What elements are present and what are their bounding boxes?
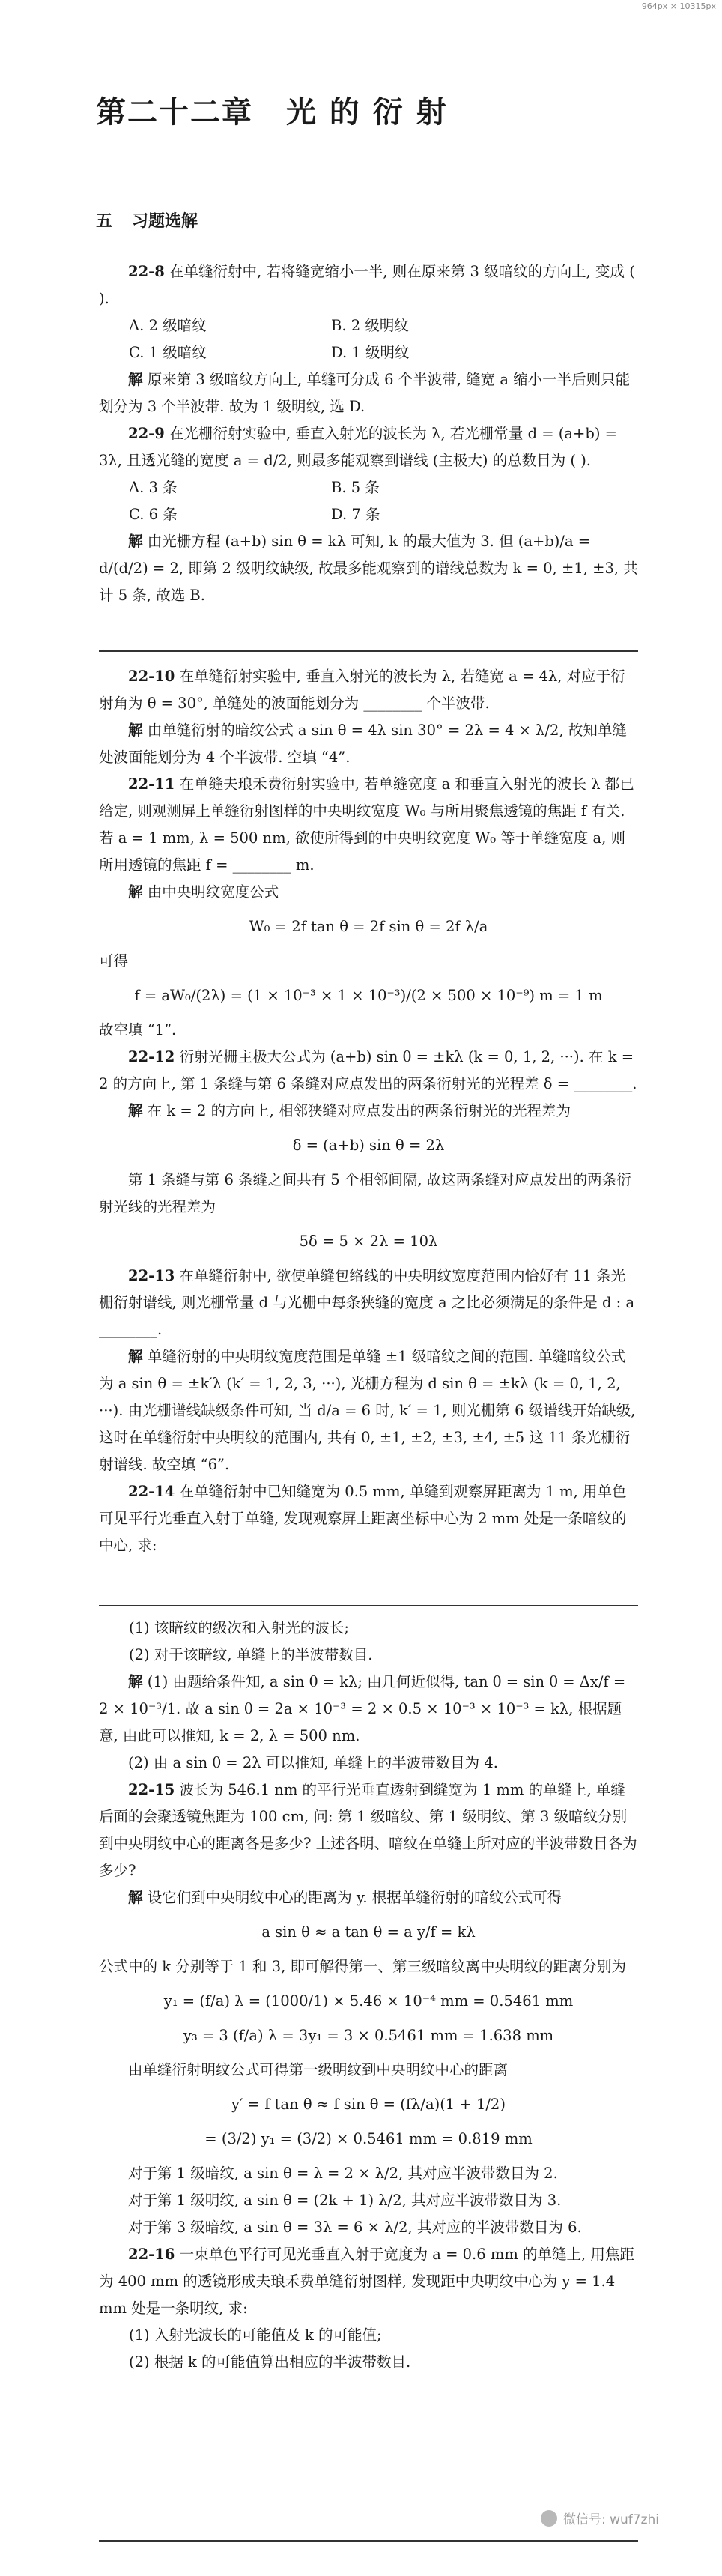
wechat-icon — [541, 2510, 557, 2527]
problem-number: 22-9 — [128, 425, 165, 442]
problem-number: 22-8 — [128, 263, 165, 280]
solution-label: 解 — [128, 722, 143, 739]
problem-stem: 在单缝夫琅禾费衍射实验中, 若单缝宽度 a 和垂直入射光的波长 λ 都已给定, 则观测屏上单缝衍射图样的中央明纹宽度 W₀ 与所用聚焦透镜的焦距 f 有关. 若 a = 1 mm, λ = 500 nm, 欲使所得到的中央明纹宽度 W₀ 等于单缝宽度 a, 则所用透镜的焦距 f = ________ m. — [99, 775, 634, 874]
solution-22-10 — [99, 717, 638, 771]
text-line: 由单缝衍射明纹公式可得第一级明纹到中央明纹中心的距离 — [128, 2061, 509, 2078]
solution-22-14-part2: (2) 由 a sin θ = 2λ 可以推知, 单缝上的半波带数目为 4. — [128, 1754, 498, 1771]
page-divider — [99, 2540, 638, 2542]
solution-label: 解 — [128, 1673, 143, 1690]
problem-22-14 — [99, 1478, 638, 1559]
problem-number: 22-15 — [128, 1781, 175, 1798]
formula-central-width: W₀ = 2f tan θ = 2f sin θ = 2f λ/a — [249, 918, 488, 935]
solution-22-11 — [99, 879, 638, 906]
half-wave-line-1: 对于第 1 级暗纹, a sin θ = λ = 2 × λ/2, 其对应半波带数目为 2. — [128, 2165, 558, 2182]
formula-path-difference: δ = (a+b) sin θ = 2λ — [292, 1137, 445, 1154]
question-item-2: (2) 对于该暗纹, 单缝上的半波带数目. — [129, 1646, 373, 1663]
formula-bright-fringe: y′ = f tan θ ≈ f sin θ = (fλ/a)(1 + 1/2) — [231, 2096, 506, 2113]
option-d: D. 1 级明纹 — [331, 344, 410, 361]
solution-text: 由单缝衍射的暗纹公式 a sin θ = 4λ sin 30° = 2λ = 4 × λ/2, 故知单缝处波面能划分为 4 个半波带. 空填 “4”. — [99, 722, 627, 766]
section-title: 习题选解 — [132, 212, 198, 231]
problem-number: 22-10 — [128, 668, 175, 685]
problem-22-8 — [99, 258, 638, 312]
problem-stem: 在单缝衍射中, 若将缝宽缩小一半, 则在原来第 3 级暗纹的方向上, 变成 ( ). — [99, 263, 635, 307]
solution-22-9 — [99, 528, 638, 609]
option-c: C. 6 条 — [129, 506, 178, 523]
text-line: 可得 — [99, 952, 129, 970]
problem-stem: 在单缝衍射中, 欲使单缝包络线的中央明纹宽度范围内恰好有 11 条光栅衍射谱线, 则光栅常量 d 与光栅中每条狭缝的宽度 a 之比必须满足的条件是 d : a ________. — [99, 1267, 635, 1338]
solution-22-12 — [99, 1098, 638, 1125]
question-item-2: (2) 根据 k 的可能值算出相应的半波带数目. — [129, 2353, 411, 2371]
option-a: A. 2 级暗纹 — [129, 317, 207, 334]
formula-total-difference: 5δ = 5 × 2λ = 10λ — [299, 1233, 438, 1250]
problem-stem: 一束单色平行可见光垂直入射于宽度为 a = 0.6 mm 的单缝上, 用焦距为 400 mm 的透镜形成夫琅禾费单缝衍射图样, 发现距中央明纹中心为 y = 1.4 mm 处是一条明纹, 求: — [99, 2246, 634, 2317]
formula-y3: y₃ = 3 (f/a) λ = 3y₁ = 3 × 0.5461 mm = 1.638 mm — [183, 2027, 554, 2044]
option-c: C. 1 级暗纹 — [129, 344, 207, 361]
problem-22-13 — [99, 1263, 638, 1343]
text-line: 故空填 “1”. — [99, 1021, 177, 1038]
page-divider — [99, 650, 638, 652]
question-item-1: (1) 该暗纹的级次和入射光的波长; — [129, 1619, 349, 1636]
problem-stem: 在单缝衍射实验中, 垂直入射光的波长为 λ, 若缝宽 a = 4λ, 对应于衍射角为 θ = 30°, 单缝处的波面能划分为 ________ 个半波带. — [99, 668, 625, 712]
option-a: A. 3 条 — [129, 479, 178, 496]
chapter-number: 第二十二章 — [96, 95, 253, 130]
formula-focal-length: f = aW₀/(2λ) = (1 × 10⁻³ × 1 × 10⁻³)/(2 × 500 × 10⁻⁹) m = 1 m — [134, 987, 603, 1004]
problem-number: 22-14 — [128, 1483, 175, 1500]
question-item-1: (1) 入射光波长的可能值及 k 的可能值; — [129, 2326, 382, 2344]
options-22-9 — [99, 474, 638, 528]
solution-22-13 — [99, 1343, 638, 1478]
solution-text: 由光栅方程 (a+b) sin θ = kλ 可知, k 的最大值为 3. 但 (a+b)/a = d/(d/2) = 2, 即第 2 级明纹缺级, 故最多能观察到的谱线总数为 k = 0, ±1, ±3, 共计 5 条, 故选 B. — [99, 533, 638, 604]
problem-block-2 — [99, 663, 638, 1559]
formula-dark-fringe: a sin θ ≈ a tan θ = a y/f = kλ — [261, 1923, 476, 1941]
section-heading — [96, 208, 198, 232]
half-wave-line-3: 对于第 3 级暗纹, a sin θ = 3λ = 6 × λ/2, 其对应的半波带数目为 6. — [128, 2219, 582, 2236]
problem-stem: 波长为 546.1 nm 的平行光垂直透射到缝宽为 1 mm 的单缝上, 单缝后面的会聚透镜焦距为 100 cm, 问: 第 1 级暗纹、第 1 级明纹、第 3 级暗纹分别到中央明纹中心的距离各是多少? 上述各明、暗纹在单缝上所对应的半波带数目各为多少? — [99, 1781, 637, 1879]
problem-block-3 — [99, 1615, 638, 2376]
image-dimensions-label: 964px × 10315px — [641, 1, 716, 11]
problem-number: 22-12 — [128, 1048, 175, 1065]
options-22-8 — [99, 312, 638, 366]
problem-22-16 — [99, 2241, 638, 2322]
solution-text: 设它们到中央明纹中心的距离为 y. 根据单缝衍射的暗纹公式可得 — [147, 1889, 562, 1906]
problem-22-15 — [99, 1777, 638, 1884]
problem-number: 22-13 — [128, 1267, 175, 1284]
formula-y1: y₁ = (f/a) λ = (1000/1) × 5.46 × 10⁻⁴ mm = 0.5461 mm — [163, 1992, 574, 2010]
chapter-title — [96, 88, 448, 131]
section-number: 五 — [96, 212, 113, 231]
problem-22-9 — [99, 420, 638, 474]
text-line: 第 1 条缝与第 6 条缝之间共有 5 个相邻间隔, 故这两条缝对应点发出的两条衍射光线的光程差为 — [99, 1171, 631, 1215]
page-divider — [99, 1605, 638, 1606]
solution-22-14-part1 — [99, 1669, 638, 1750]
solution-text: 在 k = 2 的方向上, 相邻狭缝对应点发出的两条衍射光的光程差为 — [147, 1102, 571, 1119]
solution-label: 解 — [128, 1348, 143, 1365]
watermark — [541, 2509, 659, 2527]
watermark-text: 微信号: wuf7zhi — [562, 2512, 659, 2527]
problem-22-10 — [99, 663, 638, 717]
chapter-name: 光 的 衍 射 — [286, 95, 448, 130]
problem-stem: 在单缝衍射中已知缝宽为 0.5 mm, 单缝到观察屏距离为 1 m, 用单色可见平行光垂直入射于单缝, 发现观察屏上距离坐标中心为 2 mm 处是一条暗纹的中心, 求: — [99, 1483, 627, 1554]
solution-text: 单缝衍射的中央明纹宽度范围是单缝 ±1 级暗纹之间的范围. 单缝暗纹公式为 a sin θ = ±k′λ (k′ = 1, 2, 3, ···), 光栅方程为 d sin θ = ±kλ (k = 0, 1, 2, ···). 由光栅谱线缺级条件可知, 当 d/a = 6 时, k′ = 1, 则光栅第 6 级谱线开始缺级, 这时在单缝衍射中央明纹的范围内, 共有 0, ±1, ±2, ±3, ±4, ±5 这 11 条光栅衍射谱线. 故空填 “6”. — [99, 1348, 636, 1473]
solution-label: 解 — [128, 883, 143, 901]
problem-22-11 — [99, 771, 638, 879]
problem-22-12 — [99, 1044, 638, 1098]
problem-number: 22-11 — [128, 775, 175, 793]
solution-label: 解 — [128, 1102, 143, 1119]
solution-text: 由中央明纹宽度公式 — [147, 883, 279, 901]
option-b: B. 5 条 — [331, 479, 380, 496]
option-b: B. 2 级明纹 — [331, 317, 409, 334]
option-d: D. 7 条 — [331, 506, 380, 523]
text-line: 公式中的 k 分别等于 1 和 3, 即可解得第一、第三级暗纹离中央明纹的距离分别为 — [99, 1958, 627, 1975]
solution-label: 解 — [128, 371, 143, 388]
solution-text: (1) 由题给条件知, a sin θ = kλ; 由几何近似得, tan θ = sin θ = Δx/f = 2 × 10⁻³/1. 故 a sin θ = 2a × 10⁻³ = 2 × 0.5 × 10⁻³ × 10⁻³ = kλ, 根据题意, 由此可以推知, k = 2, λ = 500 nm. — [99, 1673, 626, 1744]
solution-label: 解 — [128, 1889, 143, 1906]
formula-bright-result: = (3/2) y₁ = (3/2) × 0.5461 mm = 0.819 mm — [204, 2130, 533, 2147]
solution-22-8 — [99, 366, 638, 420]
problem-number: 22-16 — [128, 2246, 175, 2263]
half-wave-line-2: 对于第 1 级明纹, a sin θ = (2k + 1) λ/2, 其对应半波带数目为 3. — [128, 2192, 562, 2209]
problem-stem: 在光栅衍射实验中, 垂直入射光的波长为 λ, 若光栅常量 d = (a+b) = 3λ, 且透光缝的宽度 a = d/2, 则最多能观察到谱线 (主极大) 的总数目为 ( ). — [99, 425, 617, 469]
solution-text: 原来第 3 级暗纹方向上, 单缝可分成 6 个半波带, 缝宽 a 缩小一半后则只能划分为 3 个半波带. 故为 1 级明纹, 选 D. — [99, 371, 631, 415]
solution-label: 解 — [128, 533, 143, 550]
problem-stem: 衍射光栅主极大公式为 (a+b) sin θ = ±kλ (k = 0, 1, 2, ···). 在 k = 2 的方向上, 第 1 条缝与第 6 条缝对应点发出的两条衍射光的光程差 δ = ________. — [99, 1048, 637, 1092]
problem-block-1 — [99, 258, 638, 609]
solution-22-15 — [99, 1884, 638, 1911]
